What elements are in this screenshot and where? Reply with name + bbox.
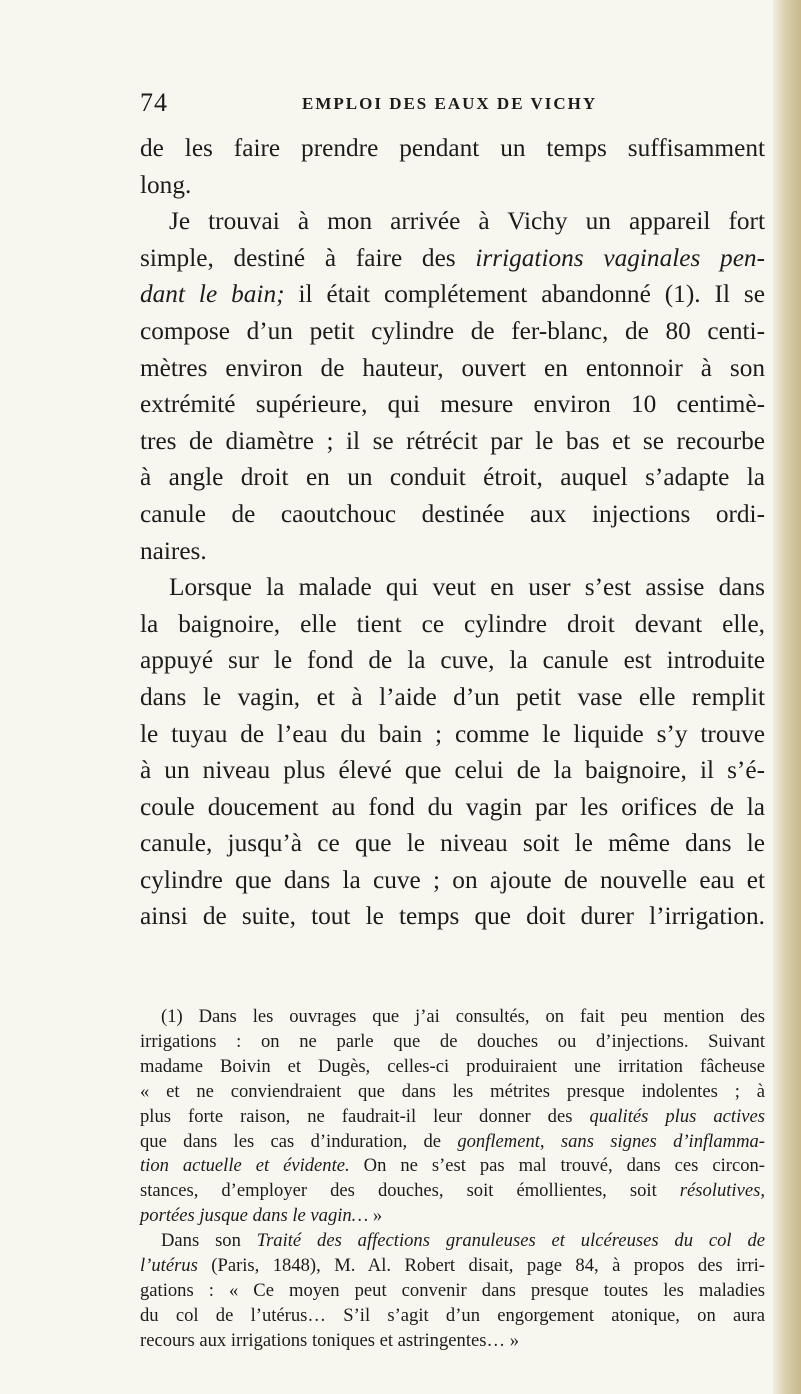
running-title: EMPLOI DES EAUX DE VICHY: [302, 94, 598, 113]
italic-span: qualités plus actives: [589, 1105, 765, 1127]
text-line: canule de caoutchouc destinée aux injections ordi-: [140, 499, 765, 528]
text-line: de les faire prendre pendant un temps suffisamment: [140, 134, 765, 162]
text-line: la baignoire, elle tient ce cylindre droit devant elle,: [140, 609, 765, 638]
text-line: ainsi de suite, tout le temps que doit durer l’irrigation.: [140, 902, 765, 931]
footnote-line: irrigations : on ne parle que de douches ou d’injections. Suivant: [140, 1030, 765, 1052]
text-span: il était complétement abandonné (1). Il se: [284, 280, 765, 309]
italic-span: l’utérus: [140, 1255, 198, 1277]
text-line: tres de diamètre ; il se rétrécit par le bas et se recourbe: [140, 426, 765, 455]
italic-span: résolutives,: [679, 1180, 765, 1202]
footnote-line: recours aux irrigations toniques et astringentes… »: [140, 1329, 520, 1351]
text-span: »: [368, 1205, 383, 1227]
text-line: [140, 240, 765, 277]
page-header: [140, 88, 740, 118]
footnotes: [140, 1005, 765, 1354]
italic-span: irrigations vaginales pen-: [475, 243, 765, 272]
italic-span: Traité des affections granuleuses et ulcéreuses du col de: [256, 1230, 765, 1252]
text-line: canule, jusqu’à ce que le niveau soit le même dans le: [140, 829, 765, 858]
text-span: simple, destiné à faire des: [140, 243, 476, 272]
footnote-line: [140, 1154, 765, 1179]
text-line: [140, 276, 765, 313]
text-span: plus forte raison, ne faudrait-il leur donner des: [140, 1105, 590, 1127]
footnote-line: (1) Dans les ouvrages que j’ai consultés, on fait peu mention des: [161, 1006, 765, 1027]
page-edge-shadow: [773, 0, 801, 1394]
text-line: naires.: [140, 536, 207, 565]
footnote-line: [140, 1105, 765, 1130]
text-line: dans le vagin, et à l’aide d’un petit vase elle remplit: [140, 682, 765, 711]
text-line: compose d’un petit cylindre de fer-blanc, de 80 centi-: [140, 316, 765, 345]
footnote-line: [140, 1254, 765, 1279]
text-span: que dans les cas d’induration, de: [140, 1130, 458, 1152]
italic-span: dant le bain;: [140, 280, 285, 309]
text-line: mètres environ de hauteur, ouvert en entonnoir à son: [140, 353, 765, 382]
footnote-line: [140, 1204, 765, 1229]
italic-span: tion actuelle et évidente.: [140, 1155, 350, 1177]
footnote-line: du col de l’utérus… S’il s’agit d’un engorgement atonique, on aura: [140, 1304, 765, 1326]
text-line: à un niveau plus élevé que celui de la baignoire, il s’é-: [140, 756, 765, 785]
main-text: [140, 130, 765, 935]
footnote-line: [140, 1179, 765, 1204]
footnote-line: madame Boivin et Dugès, celles-ci produiraient une irritation fâcheuse: [140, 1055, 765, 1077]
footnote-line: [140, 1229, 765, 1254]
text-line: le tuyau de l’eau du bain ; comme le liquide s’y trouve: [140, 719, 765, 748]
italic-span: portées jusque dans le vagin…: [140, 1205, 369, 1227]
text-line: long.: [140, 170, 192, 199]
footnote-line: « et ne conviendraient que dans les métrites presque indolentes ; à: [140, 1080, 765, 1102]
footnote-line: gations : « Ce moyen peut convenir dans presque toutes les maladies: [140, 1279, 765, 1301]
text-span: On ne s’est pas mal trouvé, dans ces circon-: [349, 1155, 765, 1177]
text-span: (Paris, 1848), M. Al. Robert disait, page 84, à propos des irri-: [197, 1255, 765, 1277]
text-line: Je trouvai à mon arrivée à Vichy un appareil fort: [169, 207, 765, 236]
text-line: cylindre que dans la cuve ; on ajoute de nouvelle eau et: [140, 865, 765, 894]
text-span: stances, d’employer des douches, soit émollientes, soit: [140, 1180, 680, 1202]
text-line: coule doucement au fond du vagin par les orifices de la: [140, 792, 765, 821]
italic-span: gonflement, sans signes d’inflamma-: [457, 1130, 765, 1152]
text-line: à angle droit en un conduit étroit, auquel s’adapte la: [140, 463, 765, 492]
text-line: extrémité supérieure, qui mesure environ 10 centimè-: [140, 390, 765, 419]
text-line: appuyé sur le fond de la cuve, la canule est introduite: [140, 646, 765, 675]
text-line: Lorsque la malade qui veut en user s’est assise dans: [169, 573, 765, 602]
footnote-line: [140, 1130, 765, 1155]
page-number: 74: [140, 88, 168, 117]
text-span: Dans son: [161, 1230, 257, 1252]
